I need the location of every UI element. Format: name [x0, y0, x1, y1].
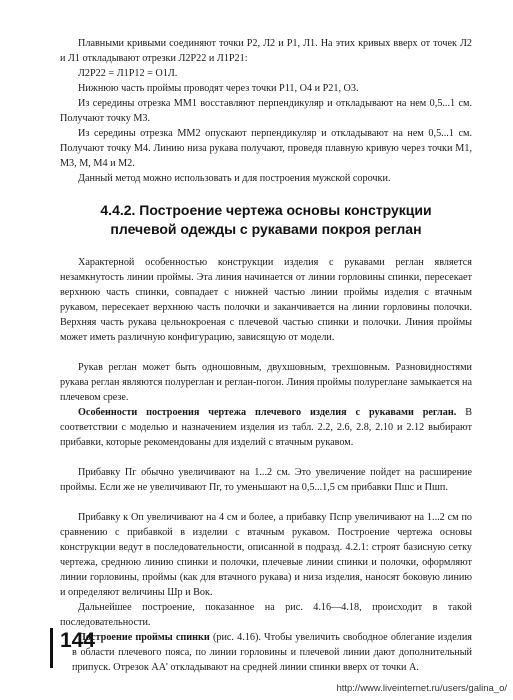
page-number-bar	[50, 628, 53, 668]
paragraph: Рукав реглан может быть одношовным, двухшовным, трехшовным. Разновидностями рукава реглан являются полуреглан и реглан-погон. Линия проймы полуреглане замыкается на плечевом срезе.	[60, 362, 472, 403]
page-number: 144	[60, 629, 96, 652]
section-heading-line-2: плечевой одежды с рукавами покроя реглан	[110, 221, 422, 237]
paragraph-text: (рис. 4.16). Чтобы увеличить свободное облегание изделия в области плечевого пояса, по линии горловины и плечевой линии дают дополнительный припуск. Отрезок АА' откладывают на средней линии спинки вверх от точки А.	[72, 632, 472, 673]
paragraph: Прибавку Пг обычно увеличивают на 1...2 см. Это увеличение пойдет на расширение проймы. Если же не увеличивают Пг, то уменьшают на 0,5...1,5 см прибавки Пшс и Пшп.	[60, 467, 472, 493]
paragraph: Из середины отрезка ММ2 опускают перпендикуляр и откладывают на нем 0,5...1 см. Получают точку М4. Линию низа рукава получают, проведя плавную кривую через точки М1, М3, М, М4 и М2.	[60, 128, 472, 169]
watermark-url: http://www.liveinternet.ru/users/galina_o/	[336, 683, 507, 694]
bold-lead: Построение проймы спинки	[78, 632, 210, 643]
paragraph: Прибавку к Оп увеличивают на 4 см и более, а прибавку Пспр увеличивают на 1...2 см по сравнению с прибавкой в изделии с втачным рукавом. Построение чертежа основы конструкции ведут в последовательности, описанной в подразд. 4.2.1: строят базисную сетку чертежа, среднюю линию спинки и полочки, плечевые линии спинки и полочки, оформляют линии горловины, проймы (как для втачного рукава) и низа изделия, наносят боковую линию и определяют величины Шр и Вок.	[60, 512, 472, 598]
paragraph: Плавными кривыми соединяют точки P2, Л2 и P1, Л1. На этих кривых вверх от точек Л2 и Л1 откладывают отрезки Л2P22 и Л1P21:	[60, 38, 472, 64]
paragraph: Характерной особенностью конструкции изделия с рукавами реглан является незамкнутость линии проймы. Эта линия начинается от линии горловины спинки, пересекает верхнюю часть спинки, совпадает с нижней частью линии проймы изделия с втачным рукавом, пересекает верхнюю часть полочки и заканчивается на линии горловины полочки. Верхняя часть рукава цельнокроеная с плечевой частью спинки и полочки. Линия проймы может иметь различную конфигурацию, зависящую от модели.	[60, 257, 472, 343]
paragraph: Дальнейшее построение, показанное на рис. 4.16—4.18, происходит в такой последовательности.	[60, 602, 472, 628]
paragraph: Нижнюю часть проймы проводят через точки P11, О4 и P21, О3.	[78, 83, 359, 94]
paragraph: Данный метод можно использовать и для построения мужской сорочки.	[78, 173, 391, 184]
paragraph	[60, 405, 472, 450]
paragraph-text: В соответствии с моделью и назначением изделия из табл. 2.2, 2.6, 2.8, 2.10 и 2.12 выбирают прибавки, которые рекомендованы для изделий с втачным рукавом.	[60, 407, 473, 448]
paragraph: Из середины отрезка ММ1 восставляют перпендикуляр и откладывают на нем 0,5...1 см. Получают точку М3.	[60, 98, 472, 124]
section-heading-line-1: 4.4.2. Построение чертежа основы конструкции	[100, 202, 432, 218]
bold-lead: Особенности построения чертежа плечевого изделия с рукавами реглан.	[78, 407, 457, 418]
formula-line: Л2P22 = Л1P12 = О1Л.	[78, 68, 178, 79]
